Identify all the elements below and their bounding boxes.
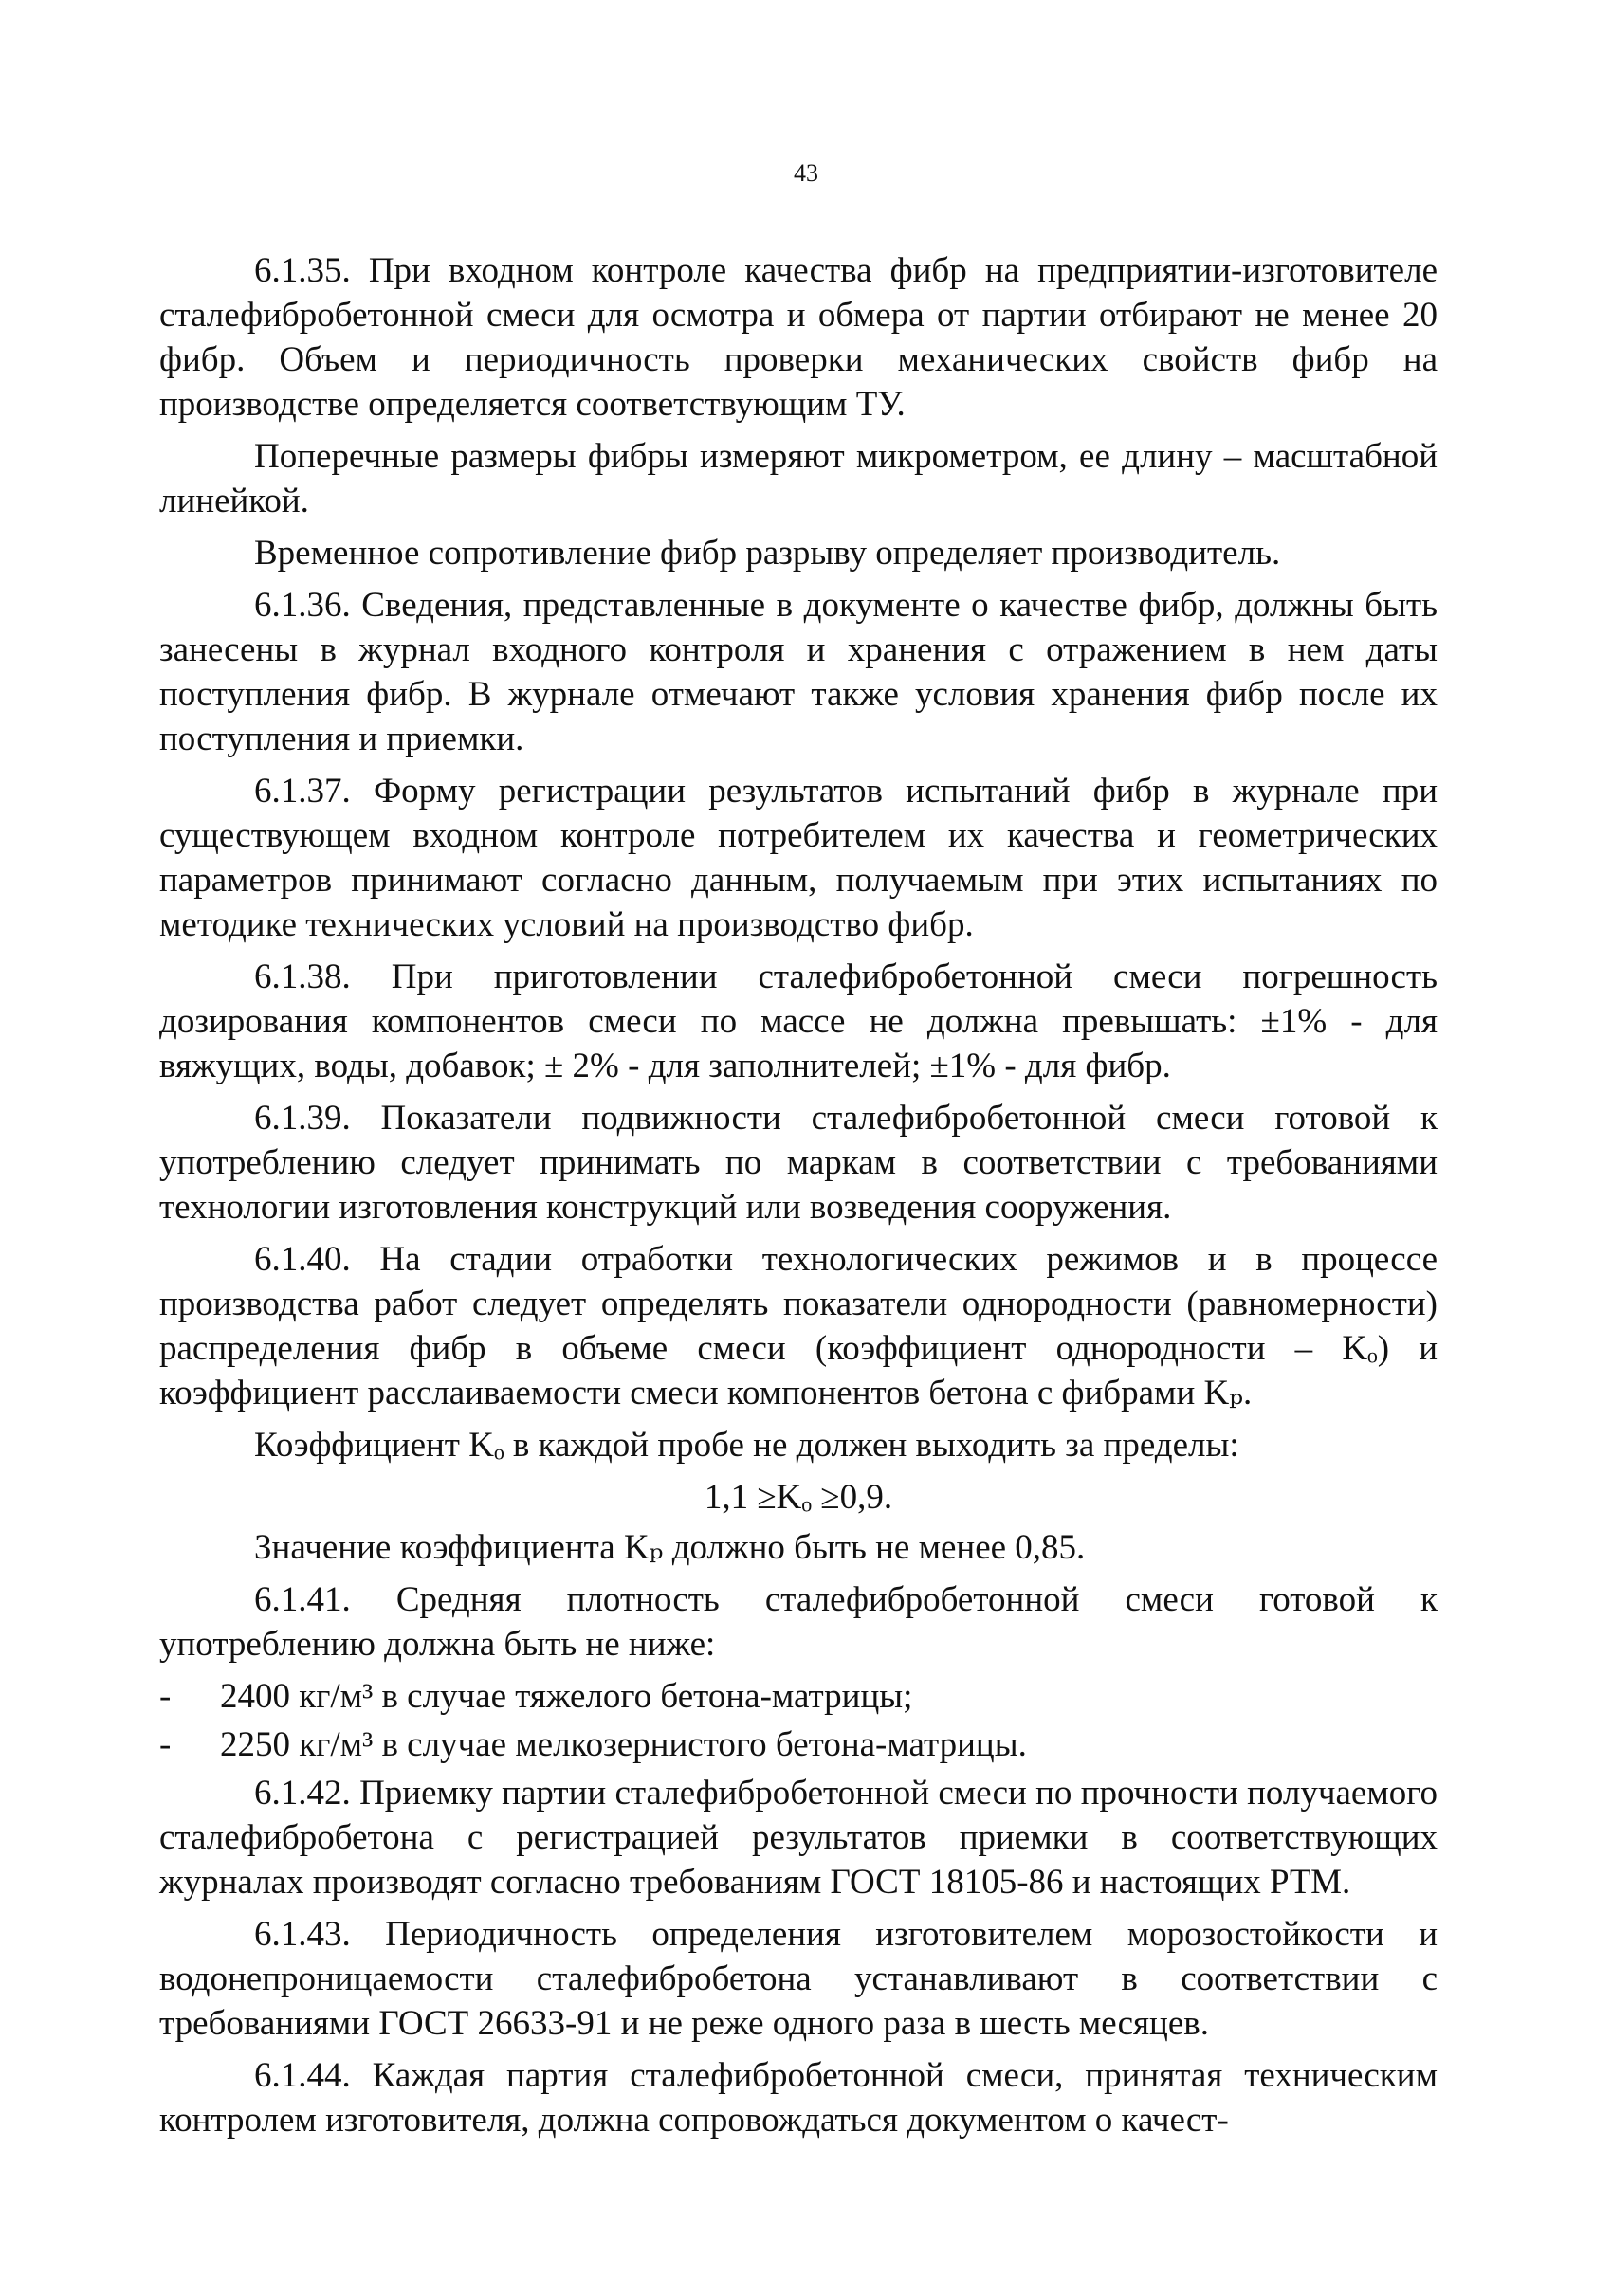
paragraph-6-1-41: 6.1.41. Средняя плотность сталефибробетонной смеси готовой к употреблению должна быть не ниже: (159, 1580, 1438, 1664)
list-item-text: 2400 кг/м³ в случае тяжелого бетона-матрицы; (220, 1677, 913, 1716)
paragraph-coefficient-ko: Коэффициент Kₒ в каждой пробе не должен выходить за пределы: (254, 1426, 1239, 1465)
paragraph-6-1-36: 6.1.36. Сведения, представленные в документе о качестве фибр, должны быть занесены в журнал входного контроля и хранения с отражением в нем даты поступления фибр. В журнале отмечают также условия хранения фибр после их поступления и приемки. (159, 586, 1438, 758)
body-text (159, 248, 1438, 2150)
paragraph-6-1-43: 6.1.43. Периодичность определения изготовителем морозостойкости и водонепроницаемости сталефибробетона устанавливают в соответствии с требованиями ГОСТ 26633-91 и не реже одного раза в шесть месяцев. (159, 1915, 1438, 2043)
list-item (159, 1674, 1438, 1719)
paragraph-6-1-37: 6.1.37. Форму регистрации результатов испытаний фибр в журнале при существующем входном контроле потребителем их качества и геометрических параметров принимают согласно данным, получаемым при этих испытаниях по методике технических условий на производство фибр. (159, 772, 1438, 944)
paragraph-6-1-40: 6.1.40. На стадии отработки технологических режимов и в процессе производства работ следует определять показатели однородности (равномерности) распределения фибр в объеме смеси (коэффициент однородности – Kₒ) и коэффициент расслаиваемости смеси компонентов бетона с фибрами Kₚ. (159, 1240, 1438, 1412)
paragraph-coefficient-kp: Значение коэффициента Kₚ должно быть не менее 0,85. (254, 1528, 1086, 1567)
paragraph-6-1-39: 6.1.39. Показатели подвижности сталефибробетонной смеси готовой к употреблению следует принимать по маркам в соответствии с требованиями технологии изготовления конструкций или возведения сооружения. (159, 1099, 1438, 1227)
list-dash: - (159, 1677, 172, 1716)
paragraph-6-1-42: 6.1.42. Приемку партии сталефибробетонной смеси по прочности получаемого сталефибробетона с регистрацией результатов приемки в соответствующих журналах производят согласно требованиям ГОСТ 18105-86 и настоящих РТМ. (159, 1774, 1438, 1902)
list-dash: - (159, 1725, 172, 1764)
paragraph-cross-dimensions: Поперечные размеры фибры измеряют микрометром, ее длину – масштабной линейкой. (159, 437, 1438, 520)
list-item (159, 1722, 1438, 1767)
list-item-text: 2250 кг/м³ в случае мелкозернистого бетона-матрицы. (220, 1725, 1027, 1764)
paragraph-6-1-44: 6.1.44. Каждая партия сталефибробетонной смеси, принятая техническим контролем изготовителя, должна сопровождаться документом о качест- (159, 2056, 1438, 2140)
page-number: 43 (794, 159, 818, 187)
formula-ko-range: 1,1 ≥Kₒ ≥0,9. (704, 1478, 893, 1517)
paragraph-6-1-35: 6.1.35. При входном контроле качества фибр на предприятии-изготовителе сталефибробетонной смеси для осмотра и обмера от партии отбирают не менее 20 фибр. Объем и периодичность проверки механических свойств фибр на производстве определяется соответствующим ТУ. (159, 251, 1438, 424)
paragraph-6-1-38: 6.1.38. При приготовлении сталефибробетонной смеси погрешность дозирования компонентов смеси по массе не должна превышать: ±1% - для вяжущих, воды, добавок; ± 2% - для заполнителей; ±1% - для фибр. (159, 957, 1438, 1085)
paragraph-tensile-strength: Временное сопротивление фибр разрыву определяет производитель. (254, 534, 1281, 573)
